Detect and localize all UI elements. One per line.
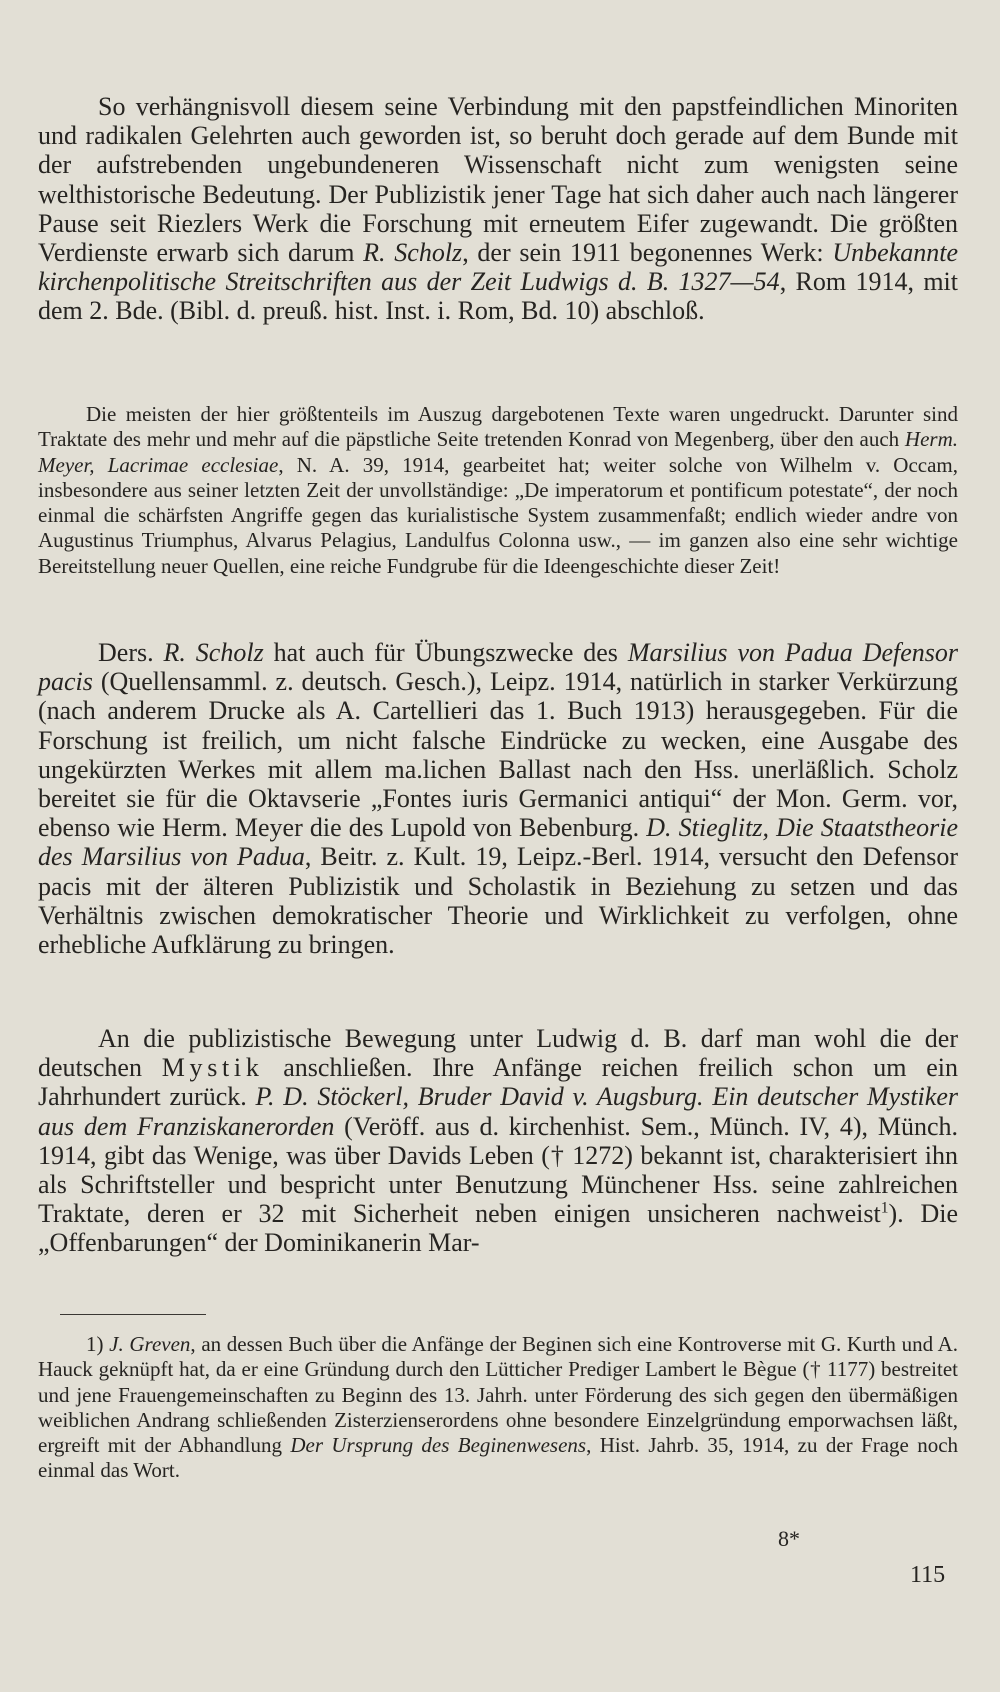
text: , der sein 1911 begonennes Werk: xyxy=(462,238,833,268)
book-title: Unbekannte kirchenpolitische Streitschriften aus der Zeit Ludwigs d. B. 1327—54 xyxy=(38,238,959,297)
paragraph-publizistik xyxy=(38,92,958,326)
paragraph-mystik xyxy=(38,1024,958,1258)
page-number: 115 xyxy=(910,1562,946,1588)
paragraph-marsilius xyxy=(38,638,958,959)
text: , N. A. 39, 1914, gearbeitet hat; weiter solche von Wilhelm v. Occam, insbesondere aus seiner letzten Zeit der unvollständige: „De imperatorum et pontificum potestate“, der noch einmal die schärfsten Angriffe gegen das kurialistische System zusammenfaßt; endlich wieder andre von Augustinus Triumphus, Alvarus Pelagius, Landulfus Colonna usw., — im ganzen also eine sehr wichtige Bereitstellung neuer Quellen, eine reiche Fundgrube für die Ideengeschichte dieser Zeit! xyxy=(38,452,958,578)
text: anschließen. Ihre Anfänge reichen freilich schon um ein Jahrhundert zurück. xyxy=(38,1053,958,1112)
small-print-note xyxy=(38,402,958,579)
citation: Herm. Meyer, Lacrimae ecclesiae xyxy=(38,427,958,477)
text: , Hist. Jahrb. 35, 1914, zu der Frage noch einmal das Wort. xyxy=(38,1433,959,1483)
author-name: R. Scholz xyxy=(363,238,463,268)
citation: D. Stieglitz, Die Staatstheorie des Marsilius von Padua xyxy=(38,813,958,872)
spaced-term: Mystik xyxy=(161,1053,264,1083)
text: (Veröff. aus d. kirchenhist. Sem., Münch. IV, 4), Münch. 1914, gibt das Wenige, was über Davids Leben († 1272) bekannt ist, charakterisiert ihn als Schriftsteller und bespricht unter Benutzung Münchener Hss. seine zahlreichen Traktate, deren er 32 mit Sicherheit neben einigen unsicheren nachweist xyxy=(38,1111,958,1229)
footnote-number: 1) xyxy=(86,1332,110,1356)
text: ). Die „Offenbarungen“ der Dominikanerin Mar- xyxy=(38,1199,958,1258)
footnote xyxy=(38,1332,958,1484)
text: Ders. xyxy=(98,638,164,667)
signature-mark: 8* xyxy=(778,1526,800,1551)
footnote-divider xyxy=(60,1314,206,1315)
text: , Beitr. z. Kult. 19, Leipz.-Berl. 1914, versucht den Defensor pacis mit der älteren Publizistik und Scholastik in Beziehung zu setzen und das Verhältnis zwischen demokratischer Theorie und Wirklichkeit zu verfolgen, ohne erhebliche Aufklärung zu bringen. xyxy=(38,842,959,960)
author-name: J. Greven xyxy=(109,1332,191,1356)
text: (Quellensamml. z. deutsch. Gesch.), Leipz. 1914, natürlich in starker Verkürzung (nach anderem Drucke als A. Cartellieri das 1. Buch 1913) herausgegeben. Für die Forschung ist freilich, um nicht falsche Eindrücke zu wecken, eine Ausgabe des ungekürzten Werkes mit allem ma.lichen Ballast nach den Hss. unerläßlich. Scholz bereitet sie für die Oktavserie „Fontes iuris Germanici antiqui“ der Mon. Germ. vor, ebenso wie Herm. Meyer die des Lupold von Bebenburg. xyxy=(38,667,958,843)
text: Die meisten der hier größtenteils im Auszug dargebotenen Texte waren ungedruckt. Darunter sind Traktate des mehr und mehr auf die päpstliche Seite tretenden Konrad von Megenberg, über den auch xyxy=(38,402,958,452)
text: An die publizistische Bewegung unter Ludwig d. B. darf man wohl die der deutschen xyxy=(38,1024,958,1083)
footnote-reference: 1 xyxy=(880,1199,889,1217)
author-name: R. Scholz xyxy=(163,638,264,667)
text: , Rom 1914, mit dem 2. Bde. (Bibl. d. preuß. hist. Inst. i. Rom, Bd. 10) abschloß. xyxy=(38,267,958,326)
book-title: Marsilius von Padua Defensor pacis xyxy=(38,638,959,697)
text: So verhängnisvoll diesem seine Verbindung mit den papstfeindlichen Minoriten und radikalen Gelehrten auch geworden ist, so beruht doch gerade auf dem Bunde mit der aufstrebenden ungebundeneren Wissenschaft nicht zum wenigsten seine welthistorische Bedeutung. Der Publizistik jener Tage hat sich daher auch nach längerer Pause seit Riezlers Werk die Forschung mit erneutem Eifer zugewandt. Die größten Verdienste erwarb sich darum xyxy=(38,92,958,268)
text: , an dessen Buch über die Anfänge der Beginen sich eine Kontroverse mit G. Kurth und A. Hauck geknüpft hat, da er eine Gründung durch den Lütticher Prediger Lambert le Bègue († 1177) bestreitet und jene Frauengemeinschaften zu Beginn des 13. Jahrh. unter Förderung des sich gegen den übermäßigen weiblichen Andrang schließenden Zisterzienserordens ohne besondere Einzelgründung emporwachsen läßt, ergreift mit der Abhandlung xyxy=(38,1332,958,1458)
text xyxy=(38,92,98,121)
citation: P. D. Stöckerl, Bruder David v. Augsburg. Ein deutscher Mystiker aus dem Franziskanerorden xyxy=(38,1082,958,1141)
citation: Der Ursprung des Beginenwesens xyxy=(290,1433,587,1458)
text: hat auch für Übungszwecke des xyxy=(263,638,628,667)
